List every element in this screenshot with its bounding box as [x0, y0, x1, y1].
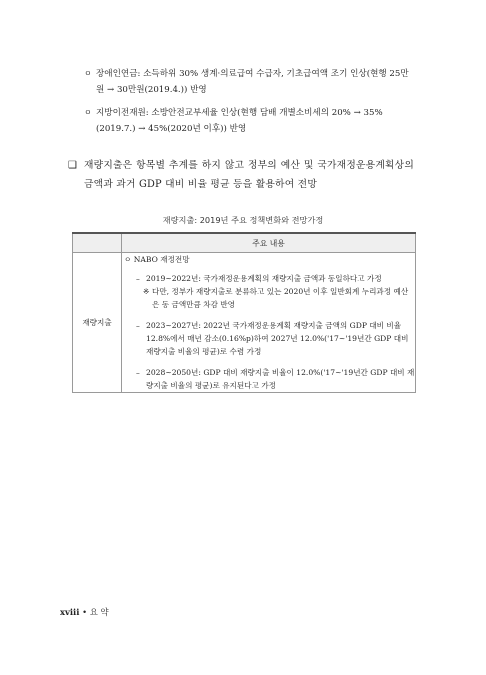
table-header-main: 주요 내용	[122, 233, 416, 253]
discretionary-spending-paragraph	[68, 156, 414, 194]
bullet-local-transfer	[84, 105, 416, 137]
item-dash: –	[136, 321, 140, 330]
list-item	[122, 366, 415, 392]
paragraph-text: 재량지출은 항목별 추계를 하지 않고 정부의 예산 및 국가재정운용계획상의 금액과 과거 GDP 대비 비율 평균 등을 활용하여 전망	[84, 160, 414, 190]
note-text: 다만, 정부가 재량지출로 분류하고 있는 2020년 이후 일반회계 누리과정 예산은 동 금액만큼 차감 반영	[152, 287, 409, 309]
bullet-marker: ㅇ	[84, 69, 92, 78]
item-text: 2028~2050년: GDP 대비 재량지출 비율이 12.0%('17~'19년간 GDP 대비 재량지출 비율의 평균)로 유지된다고 가정	[146, 368, 415, 390]
policy-assumption-table	[72, 232, 416, 393]
item-text: 2019~2022년: 국가재정운용계획의 재량지출 금액과 동일하다고 가정	[146, 274, 382, 283]
paragraph-marker: ❑	[68, 160, 78, 171]
table-caption: 재량지출: 2019년 주요 정책변화와 전망가정	[162, 215, 324, 225]
item-dash: –	[136, 368, 140, 377]
content-head	[122, 253, 415, 266]
bullet-text: 장애인연금: 소득하위 30% 생계·의료급여 수급자, 기초급여액 조기 인상(현행 25만원 → 30만원(2019.4.)) 반영	[96, 69, 409, 95]
table-header-blank	[73, 233, 122, 253]
footer-section: 요 약	[89, 607, 109, 617]
list-item	[122, 319, 415, 358]
table-row	[73, 253, 416, 393]
item-note	[122, 285, 415, 311]
bullet-marker: ㅇ	[84, 108, 92, 117]
item-text: 2023~2027년: 2022년 국가재정운용계획 재량지출 금액의 GDP 대비 비율 12.8%에서 매년 감소(0.16%p)하여 2027년 12.0%('17~'19년간 GDP 대비 재량지출 비율의 평균)로 수렴 가정	[146, 321, 409, 356]
bullet-text: 지방이전재원: 소방안전교부세율 인상(현행 담배 개별소비세의 20% → 35%(2019.7.) → 45%(2020년 이후)) 반영	[96, 108, 383, 134]
page-number: xviii	[60, 607, 80, 617]
row-label: 재량지출	[73, 253, 122, 393]
note-marker: ※	[143, 287, 150, 296]
page-footer	[60, 606, 109, 618]
item-dash: –	[136, 274, 140, 283]
content-head-marker: ㅇ	[124, 255, 132, 264]
row-content	[122, 253, 416, 393]
footer-separator: •	[82, 607, 88, 617]
bullet-disability-pension	[84, 66, 416, 98]
list-item	[122, 272, 415, 285]
content-head-text: NABO 재정전망	[133, 255, 190, 264]
table-header-row	[73, 233, 416, 253]
